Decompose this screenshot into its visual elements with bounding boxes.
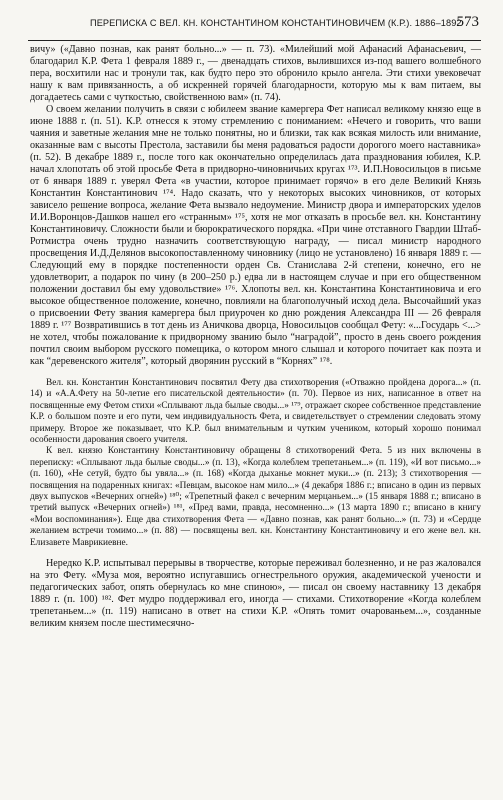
paragraph-chamberlain: О своем желании получить в связи с юбилеем звание камергера Фет написал великому князю еще в июне 1888 г. (п. 51). К.Р. отнесся к этому стремлению с пониманием: «Нечего и говорить, что ваши чаяния и заветные желания мне не только понятны, но и близки, так как всякая милость или внимание, оказанные вам с высоты Престола, заставили бы меня радоваться радости дорогого моего наставника» (п. 52). В декабре 1889 г., после того как окончательно определилась дата празднования юбилея, К.Р. начал хлопотать об этой просьбе Фета в придворно-чиновничьих кругах ¹⁷³. И.П.Новосильцов в письме от 6 января 1889 г. уверял Фета «в участии, которое принимает горячо» в его деле Великий Князь Константин Константинович ¹⁷⁴. Надо сказать, что у некоторых высоких чиновников, от которых зависело решение вопроса, желание Фета вызвало недоумение. Министр двора и императорских уделов И.И.Воронцов-Дашков нашел его «странным» ¹⁷⁵, хотя не мог отказать в просьбе вел. кн. Константину Константиновичу. Сложности были и бюрократического порядка. «При чине отставного Гвардии Штаб-Ротмистра очень трудно назначить соответствующую награду, — писал министр народного просвещения И.Д.Делянов высокопоставленному чиновнику (лицо не установлено) 16 января 1889 г. — Следующий ему в порядке постепенности орден Св. Станислава 2-й степени, конечно, его не удовлетворит, а подарок по чину (в 200–250 р.) едва ли в настоящем случае и при его общественном положении доставил бы ему удовольствие» ¹⁷⁶. Хлопоты вел. кн. Константина Константиновича и его высокое общественное положение, конечно, повлияли на благополучный исход дела. Высочайший указ о присвоении Фету звания камергера был приурочен ко дню рождения Александра III — 26 февраля 1889 г. ¹⁷⁷ Возвратившись в тот день из Аничкова дворца, Новосильцов сообщал Фету: «...Государь <...> не хотел, чтобы пожалование к придворному званию было “наградой”, просто в день своего рождения почтил своим выбором русского помещика, о котором много слышал и которого почитает как поэта и как “деревенского жителя”, который дворянин русский в “Корнях” ¹⁷⁸. [30,104,481,367]
page-number: 573 [456,14,479,30]
paragraph-breaks: Нередко К.Р. испытывал перерывы в творчестве, которые переживал болезненно, и не раз жаловался на это Фету. «Муза моя, вероятно испугавшись огнестрельного оружия, академической учености и педагогических забот, опять обернулась ко мне спиною», — писал он своему наставнику 13 декабря 1889 г. (п. 100) ¹⁸². Фет мудро поддерживал его, иногда — стихами. Стихотворение «Когда колеблем трепетаньем...» (п. 119) написано в ответ на стихи К.Р. «Опять томит очарованьем...», созданные великим князем после шестимесячно- [30,558,481,630]
paragraph-continuation: вичу» («Давно познав, как ранят больно...» — п. 73). «Милейший мой Афанасий Афанасьевич, — благодарил К.Р. Фета 1 февраля 1889 г., — двенадцать стихов, вылившихся из-под вашего волшебного пера, восхитили нас и тронули так, как будто перо это обронило крыло ангела. Эти стихи увековечат нашу к вам привязанность, а об искренней горячей благодарности, которую мы к вам питаем, вы догадаетесь сами с чуткостью, свойственною вам» (п. 74). [30,44,481,103]
page-body [30,44,481,630]
running-header [28,14,481,41]
paragraph-poems-list: К вел. князю Константину Константиновичу обращены 8 стихотворений Фета. 5 из них включены в переписку: «Сплывают льда былые своды...» (п. 13), «Когда колеблем трепетаньем...» (п. 119), «И вот письмо...» (п. 160), «Не сетуй, будто бы увяла...» (п. 168) «Когда дыханье мокнет муки...» (п. 213); 3 стихотворения — посвящения на подаренных книгах: «Певцам, высокое нам мило...» (4 декабря 1886 г.; вписано в один из первых двух выпусков «Вечерних огней») ¹⁸⁰; «Трепетный факел с вечерним мерцаньем...» (15 января 1888 г.; вписано в третий выпуск «Вечерних огней») ¹⁸¹, «Пред вами, правда, несомненно...» (13 марта 1890 г.; вписано в книгу «Мои воспоминания»). Еще два стихотворения Фета — «Давно познав, как ранят больно...» (п. 73) и «Сердце желанием встречи томимо...» (п. 88) — посвящены вел. кн. Константину Константиновичу и его жене вел. кн. Елизавете Маврикиевне. [30,446,481,548]
paragraph-dedications: Вел. кн. Константин Константинович посвятил Фету два стихотворения («Отважно пройдена дорога...» (п. 14) и «А.А.Фету на 50-летие его писательской деятельности» (п. 70). Первое из них, написанное в ответ на посвященные ему Фетом стихи «Сплывают льда былые своды...» ¹⁷⁹, отражает скорее собственное представление К.Р. о большом поэте и его пути, чем индивидуальность Фета, и свидетельствует о стремлении следовать этому примеру. Второе же показывает, что К.Р. был внимательным и чутким учеником, который хорошо понимал особенности дарования своего учителя. [30,378,481,446]
running-title: ПЕРЕПИСКА С ВЕЛ. КН. КОНСТАНТИНОМ КОНСТАНТИНОВИЧЕМ (К.Р.). 1886–1892 [90,18,462,28]
